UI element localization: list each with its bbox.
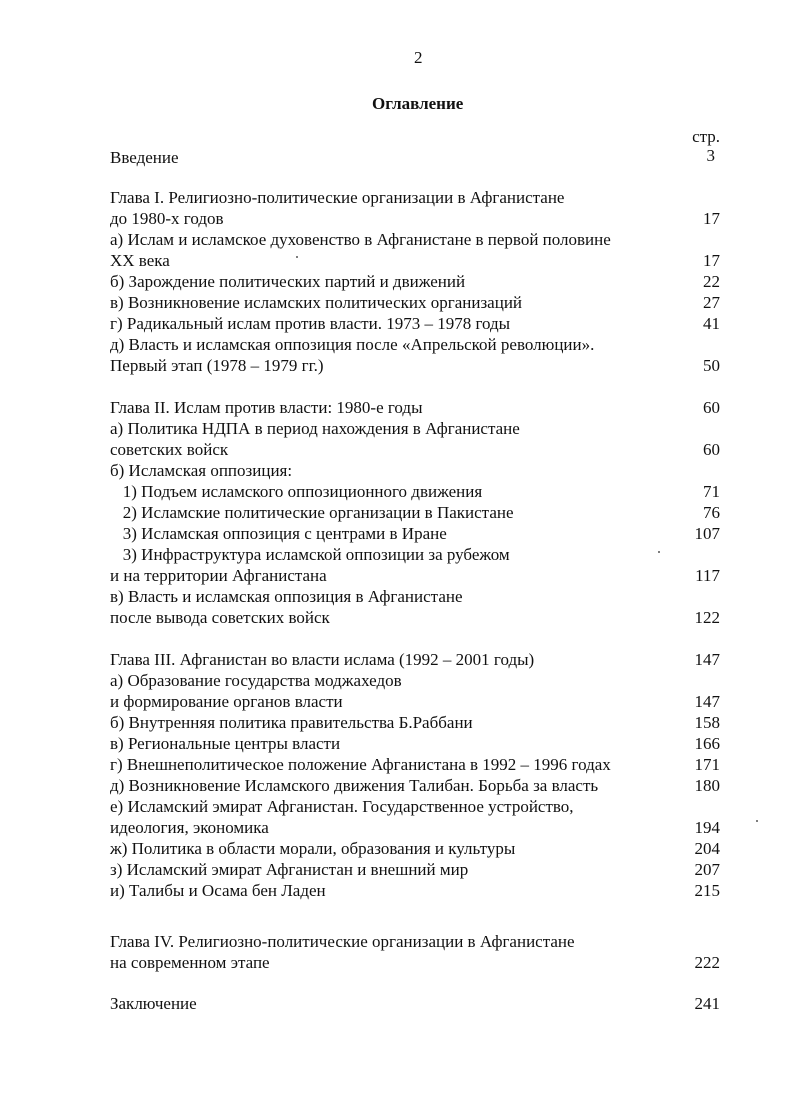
toc-conclusion-page: 241 bbox=[694, 994, 720, 1013]
chapter1-title-cont: до 1980-х годов bbox=[110, 209, 224, 228]
toc-item: в) Возникновение исламских политических организаций bbox=[110, 293, 523, 312]
toc-item: и) Талибы и Осама бен Ладен bbox=[110, 881, 326, 900]
toc-item: а) Образование государства моджахедов bbox=[110, 671, 402, 690]
toc-item-page: 122 bbox=[694, 608, 720, 627]
toc-item: г) Внешнеполитическое положение Афганистана в 1992 – 1996 годах bbox=[110, 755, 611, 774]
toc-item-page: 207 bbox=[694, 860, 720, 879]
page-title: Оглавление bbox=[372, 94, 464, 113]
scan-speck bbox=[296, 256, 298, 258]
scan-speck bbox=[658, 551, 660, 553]
toc-item-page: 50 bbox=[703, 356, 720, 375]
page-column-label: стр. bbox=[692, 127, 720, 146]
toc-item: б) Зарождение политических партий и движений bbox=[110, 272, 466, 291]
toc-subitem: 1) Подъем исламского оппозиционного движения bbox=[110, 482, 483, 501]
toc-item: д) Возникновение Исламского движения Талибан. Борьба за власть bbox=[110, 776, 599, 795]
toc-intro-page: 3 bbox=[706, 146, 715, 165]
chapter4-title-cont: на современном этапе bbox=[110, 953, 270, 972]
page-number: 2 bbox=[414, 48, 423, 67]
toc-item: г) Радикальный ислам против власти. 1973 – 1978 годы bbox=[110, 314, 511, 333]
toc-item: з) Исламский эмират Афганистан и внешний мир bbox=[110, 860, 469, 879]
toc-item-page: 171 bbox=[694, 755, 720, 774]
toc-item: а) Ислам и исламское духовенство в Афганистане в первой половине bbox=[110, 230, 611, 249]
toc-intro-label: Введение bbox=[110, 148, 179, 167]
chapter3-page: 147 bbox=[694, 650, 720, 669]
toc-item: б) Внутренняя политика правительства Б.Раббани bbox=[110, 713, 473, 732]
toc-item-page: 17 bbox=[703, 251, 720, 270]
toc-subitem: 2) Исламские политические организации в Пакистане bbox=[110, 503, 514, 522]
toc-item: а) Политика НДПА в период нахождения в Афганистане bbox=[110, 419, 520, 438]
scan-speck bbox=[756, 820, 758, 822]
toc-item-cont: идеология, экономика bbox=[110, 818, 269, 837]
toc-item-page: 60 bbox=[703, 440, 720, 459]
toc-item-cont: советских войск bbox=[110, 440, 229, 459]
chapter1-page: 17 bbox=[703, 209, 720, 228]
toc-subitem: 3) Исламская оппозиция с центрами в Иране bbox=[110, 524, 447, 543]
toc-item-page: 71 bbox=[703, 482, 720, 501]
chapter4-title: Глава IV. Религиозно-политические организации в Афганистане bbox=[110, 932, 575, 951]
toc-item-page: 204 bbox=[694, 839, 720, 858]
toc-item-page: 166 bbox=[694, 734, 720, 753]
toc-item-page: 215 bbox=[694, 881, 720, 900]
toc-item-page: 117 bbox=[695, 566, 720, 585]
toc-item-page: 22 bbox=[703, 272, 720, 291]
chapter2-title: Глава II. Ислам против власти: 1980-е годы bbox=[110, 398, 423, 417]
toc-item-page: 41 bbox=[703, 314, 720, 333]
toc-item-page: 107 bbox=[694, 524, 720, 543]
chapter2-page: 60 bbox=[703, 398, 720, 417]
toc-item-cont: XX века bbox=[110, 251, 170, 270]
toc-subitem: 3) Инфраструктура исламской оппозиции за рубежом bbox=[110, 545, 510, 564]
toc-item-page: 27 bbox=[703, 293, 720, 312]
toc-item-page: 76 bbox=[703, 503, 720, 522]
toc-item-cont: и формирование органов власти bbox=[110, 692, 343, 711]
toc-item-page: 180 bbox=[694, 776, 720, 795]
toc-item: б) Исламская оппозиция: bbox=[110, 461, 293, 480]
chapter3-title: Глава III. Афганистан во власти ислама (1992 – 2001 годы) bbox=[110, 650, 535, 669]
toc-item-cont: и на территории Афганистана bbox=[110, 566, 327, 585]
toc-item-page: 194 bbox=[694, 818, 720, 837]
toc-item-page: 158 bbox=[694, 713, 720, 732]
toc-item: е) Исламский эмират Афганистан. Государственное устройство, bbox=[110, 797, 574, 816]
chapter4-page: 222 bbox=[694, 953, 720, 972]
toc-conclusion-label: Заключение bbox=[110, 994, 197, 1013]
chapter1-title: Глава I. Религиозно-политические организации в Афганистане bbox=[110, 188, 565, 207]
toc-item: д) Власть и исламская оппозиция после «Апрельской революции». bbox=[110, 335, 595, 354]
toc-item-cont: Первый этап (1978 – 1979 гг.) bbox=[110, 356, 324, 375]
toc-item: ж) Политика в области морали, образования и культуры bbox=[110, 839, 516, 858]
toc-item: в) Власть и исламская оппозиция в Афганистане bbox=[110, 587, 463, 606]
toc-item-page: 147 bbox=[694, 692, 720, 711]
toc-item-cont: после вывода советских войск bbox=[110, 608, 330, 627]
toc-item: в) Региональные центры власти bbox=[110, 734, 341, 753]
